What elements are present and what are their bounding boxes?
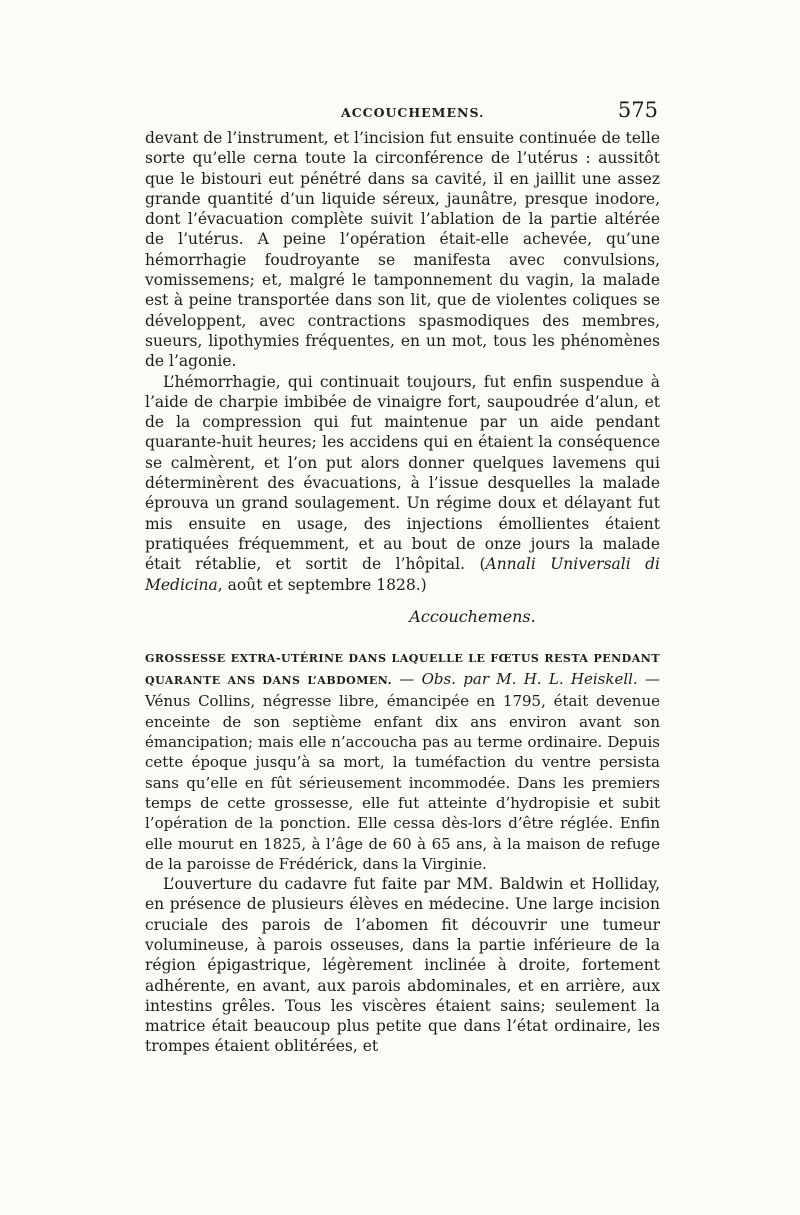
paragraph-continued: devant de l’instrument, et l’incision fut ensuite continuée de telle sorte qu’elle cerna toute la circonférence de l’utérus : aussitôt que le bistouri eut pénétré dans sa cavité, il en jaillit une assez grande quantité d’un liquide séreux, jaunâtre, presque inodore, dont l’évacuation complète suivit l’ablation de la partie altérée de l’utérus. A peine l’opération était-elle achevée, qu’une hémorrhagie foudroyante se manifesta avec convulsions, vomissemens; et, malgré le tamponnement du vagin, la malade est à peine transportée dans son lit, que de violentes coliques se développent, avec contractions spasmodiques des membres, sueurs, lipothymies fréquentes, en un mot, tous les phénomènes de l’agonie. — [145, 129, 660, 371]
article-heading: GROSSESSE EXTRA-UTÉRINE DANS LAQUELLE LE FŒTUS RESTA PENDANT QUARANTE ANS DANS L’ABDOMEN. — [145, 651, 660, 688]
citation-date: , août et septembre 1828.) — [217, 575, 427, 594]
page-number: 575 — [617, 98, 658, 122]
page-header — [145, 98, 660, 128]
paragraph-hemorrhagie — [145, 372, 660, 595]
body-text — [145, 128, 660, 1057]
article-dash: — — [392, 670, 422, 689]
running-title: ACCOUCHEMENS. — [341, 105, 485, 120]
citation-source: Annali Universali di Medicina — [145, 555, 661, 594]
article-paragraph — [145, 647, 660, 874]
paragraph-hemorrhagie-text: L’hémorrhagie, qui continuait toujours, fut enfin suspendue à l’aide de charpie imbibée de vinaigre fort, saupoudrée d’alun, et de la compression qui fut maintenue par un aide pendant quarante-huit heures; les accidens qui en étaient la conséquence se calmèrent, et l’on put alors donner quelques lavemens qui déterminèrent des évacuations, à l’issue desquelles la malade éprouva un grand soulagement. Un régime doux et délayant fut mis ensuite en usage, des injections émollientes étaient pratiquées fréquemment, et au bout de onze jours la malade était rétablie, et sortit de l’hôpital. ( — [145, 372, 660, 574]
section-title: Accouchemens. — [409, 606, 536, 626]
article-dash-2: — — [637, 670, 660, 689]
article-observer: Obs. par M. H. L. Heiskell. — [421, 670, 638, 689]
article-first-text: Vénus Collins, négresse libre, émancipée en 1795, était devenue enceinte de son septième enfant dix ans environ avant son émancipation; mais elle n’accoucha pas au terme ordinaire. Depuis cette époque jusqu’à sa mort, la tuméfaction du ventre persista sans qu’elle en fût sérieusement incommodée. Dans les premiers temps de cette grossesse, elle fut atteinte d’hydropisie et subit l’opération de la ponction. Elle cessa dès-lors d’être réglée. Enfin elle mourut en 1825, à l’âge de 60 à 65 ans, à la maison de refuge de la paroisse de Frédérick, dans la Virginie. — [145, 692, 660, 873]
paragraph-autopsy: L’ouverture du cadavre fut faite par MM. Baldwin et Holliday, en présence de plusieurs élèves en médecine. Une large incision cruciale des parois de l’abomen fit découvrir une tumeur volumineuse, à parois osseuses, dans la partie inférieure de la région épigastrique, légèrement inclinée à droite, fortement adhérente, en avant, aux parois abdominales, et en arrière, aux intestins grêles. Tous les viscères étaient sains; seulement la matrice était beaucoup plus petite que dans l’état ordinaire, les trompes étaient oblitérées, et — [145, 875, 660, 1056]
